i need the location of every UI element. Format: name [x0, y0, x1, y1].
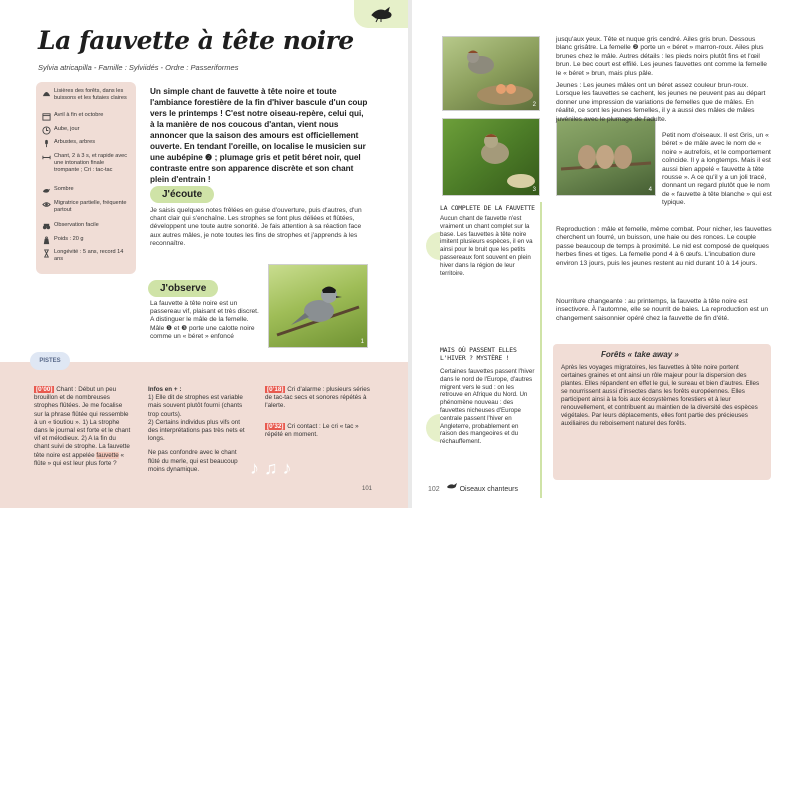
section-tab: [354, 0, 408, 28]
forets-text: Après les voyages migratoires, les fauvettes à tête noire portent certaines graines et ont ainsi un rôle majeur pour la dispersion des plantes. Elles répandent en effet le gui, le sureau et bien d'autres. Elles se nourrissent aussi d'insectes dans les forêts européennes. Elles participent ainsi à la fois aux écosystèmes forestiers et à leur renouvellement, et contribuent au maintien de la diversité des espèces végétales. Par leurs déplacements, elles font partie des précieuses auxiliaires du reboisement naturel des forêts.: [561, 364, 760, 427]
info-row-lifespan: Longévité : 5 ans, record 14 ans: [42, 249, 134, 263]
photo-female-nest: 2: [442, 36, 540, 111]
sidebar-heading-1: LA COMPLETE DE LA FAUVETTE: [440, 204, 535, 212]
info-row-time: Aube, jour: [42, 126, 134, 135]
weight-icon: [42, 236, 51, 245]
bird-icon: [42, 186, 51, 195]
taxonomy-line: Sylvia atricapilla - Famille : Sylviidés - Ordre : Passeriformes: [38, 63, 239, 72]
info-row-perch: Arbustes, arbres: [42, 139, 134, 148]
info-row-observation: Observation facile: [42, 222, 134, 231]
nourriture-text: Nourriture changeante : au printemps, la fauvette à tête noire est insectivore. À l'automne, elle se nourrit de baies. La reproduction est un changement saisonnier opéré chez la fauvette de fin d'été.: [556, 298, 769, 322]
microphone-icon: [42, 139, 51, 148]
info-row-status: Migratrice partielle, fréquente partout: [42, 200, 134, 214]
sidebar-text-1: Aucun chant de fauvette n'est vraiment un chant complet sur la base. Les fauvettes à tête noire imitent plusieurs espèces, il en va ainsi pour le bruit que les petits passereaux font souvent en plein hiver dans la région de leur territoire.: [440, 215, 533, 277]
ecoute-text: Je saisis quelques notes frêlées en guise d'ouverture, puis d'autres, d'un chant clair qui s'enchaîne. Les strophes se font plus déliées et flûtées, développent une toute autre sonorité. Je fais attention à sa réaction face aux autres mâles, je note toutes les fins de strophes et j'apprends à les reconnaître.: [150, 207, 362, 247]
tracks-badge: PISTES: [30, 352, 70, 370]
female-nest-illustration: [443, 37, 539, 110]
length-icon: [42, 153, 51, 162]
sidebar-text-2: Certaines fauvettes passent l'hiver dans le nord de l'Europe, d'autres migrent vers le sud : on les retrouve en Afrique du Nord. Un phénomène nouveau : des fauvettes nicheuses d'Europe centrale passent l'hiver en Angleterre, probablement en raison des mangeoires et du réchauffement.: [440, 368, 535, 446]
forets-title: Forêts « take away »: [601, 350, 679, 359]
petit-nom-text: Petit nom d'oiseaux. Il est Gris, un « béret » de mâle avec le nom de « noire » autrefois, et le comportement coïncide. Il y a longtemps. Mais il est aussi bien appelé « fauvette à tête rousse ». A ce qu'il y a un joli tracé, donnant un regard plutôt que le nom de « fauvette à tête blanche » qui est typique.: [662, 132, 772, 207]
band-column-cris: [0’18] Cri d'alarme : plusieurs séries de tac-tac secs et sonores répétés à l'alerte. [0’32] Cri contact : Le cri « tac » répété en moment.: [265, 386, 370, 438]
habitat-icon: [42, 88, 51, 97]
species-info-box: [36, 82, 136, 274]
sidebar-divider: [540, 202, 542, 498]
photo-female-foliage: 3: [442, 118, 540, 196]
binoculars-icon: [42, 222, 51, 231]
band-column-infos: Infos en + : 1) Elle dit de strophes est variable mais souvent plutôt fourni (chants trop courts). 2) Certains individus plus vifs ont des interprétations pas très nets et longs. Ne pas confondre avec le chant flûté du merle, qui est beaucoup moins dynamique.: [148, 386, 245, 473]
ecoute-heading: J'écoute: [150, 186, 214, 203]
calendar-icon: [42, 112, 51, 121]
info-row-song: Chant, 2 à 3 s, et rapide avec une intonation finale trompante ; Cri : tac-tac: [42, 153, 134, 174]
info-row-color: Sombre: [42, 186, 134, 195]
sidebar-heading-2: MAIS OÙ PASSENT ELLES L'HIVER ? MYSTÈRE !: [440, 346, 517, 362]
photo-male-blackcap: 1: [268, 264, 368, 348]
page-title: La fauvette à tête noire: [38, 26, 354, 55]
blackcap-bird-illustration: [269, 265, 367, 347]
description-text: jusqu'aux yeux. Tête et nuque gris cendré. Ailes gris brun. Dessous blanc grisâtre. La femelle ❷ porte un « béret » marron-roux. Ailes plus brunes chez le mâle. Autres détails : les pieds noirs plutôt fins et l'œil brun. Le bec court est effilé. Les jeunes fauvettes ont comme la femelle le « béret » brun, mais plus pâle.: [556, 36, 768, 77]
observe-text: La fauvette à tête noire est un passereau vif, plaisant et très discret. A distinguer le mâle de la femelle. Mâle ❶ et ❸ porte une calotte noire comme un « béret » enfoncé: [150, 300, 259, 340]
female-foliage-illustration: [443, 119, 539, 195]
right-footer: 102 Oiseaux chanteurs: [428, 482, 518, 493]
reproduction-text: Reproduction : mâle et femelle, même combat. Pour nicher, les fauvettes cherchent un fourré, un buisson, une haie ou des ronces. Le couple passe beaucoup de temps à proximité. Le nid est composé de quelques herbes fines et tiges. La femelle pond 4 à 6 œufs. L'incubation dure environ 13 jours, puis les jeunes restent au nid durant 10 à 14 jours.: [556, 226, 772, 267]
music-notes-decoration: ♪ ♫ ♪: [250, 458, 292, 478]
bird-silhouette-icon: [370, 5, 394, 23]
intro-paragraph: Un simple chant de fauvette à tête noire et toute l'ambiance forestière de la fin d'hiver bascule d'un coup vers le printemps ! C'est notre oiseau-repère, celui qui, à la manière de nos coucous d'antan, vient nous annoncer que la saison des amours est officiellement ouverte. En tendant l'oreille, on localise le musicien sur une aubépine ❷ ; plumage gris et petit béret noir, quel contraste entre son apparence discrète et son chant plein d'entrain !: [150, 87, 368, 184]
sexes-text: Jeunes : Les jeunes mâles ont un béret assez couleur brun-roux. Lorsque les fauvettes se cachent, les jeunes ne peuvent pas au départ donner une impression de variations de femelles que de mâles. En réalité, ce sont les jeunes femelles, il y a aussi des mâles de mâles juvéniles avec le plumage de l'adulte.: [556, 82, 766, 123]
photo-chicks: 4: [556, 118, 656, 196]
info-row-calendar: Avril à fin et octobre: [42, 112, 134, 121]
info-row-habitat: Lisières des forêts, dans les buissons et les futaies claires: [42, 88, 134, 102]
left-page-number: 101: [362, 486, 373, 492]
left-page: [0, 0, 408, 508]
chicks-illustration: [557, 119, 655, 195]
footer-bird-icon: [446, 482, 458, 491]
lifespan-icon: [42, 249, 51, 258]
band-column-chant: [0’00] Chant : Début un peu brouillon et de nombreuses strophes flûtées. Je me focalise sur la phrase flûtée qui ressemble à un « tioutiou ». 1) La strophe dans le journal est forte et le chant vif et mélodieux. 2) A la fin du chant suivi de strophe. La fauvette tête noire est appelée fauvette « flûte » qui est leur plus forte ?: [34, 386, 131, 467]
info-row-weight: Poids : 20 g: [42, 236, 134, 245]
eye-icon: [42, 200, 51, 209]
observe-heading: J'observe: [148, 280, 218, 297]
forets-box: [553, 344, 771, 480]
clock-icon: [42, 126, 51, 135]
